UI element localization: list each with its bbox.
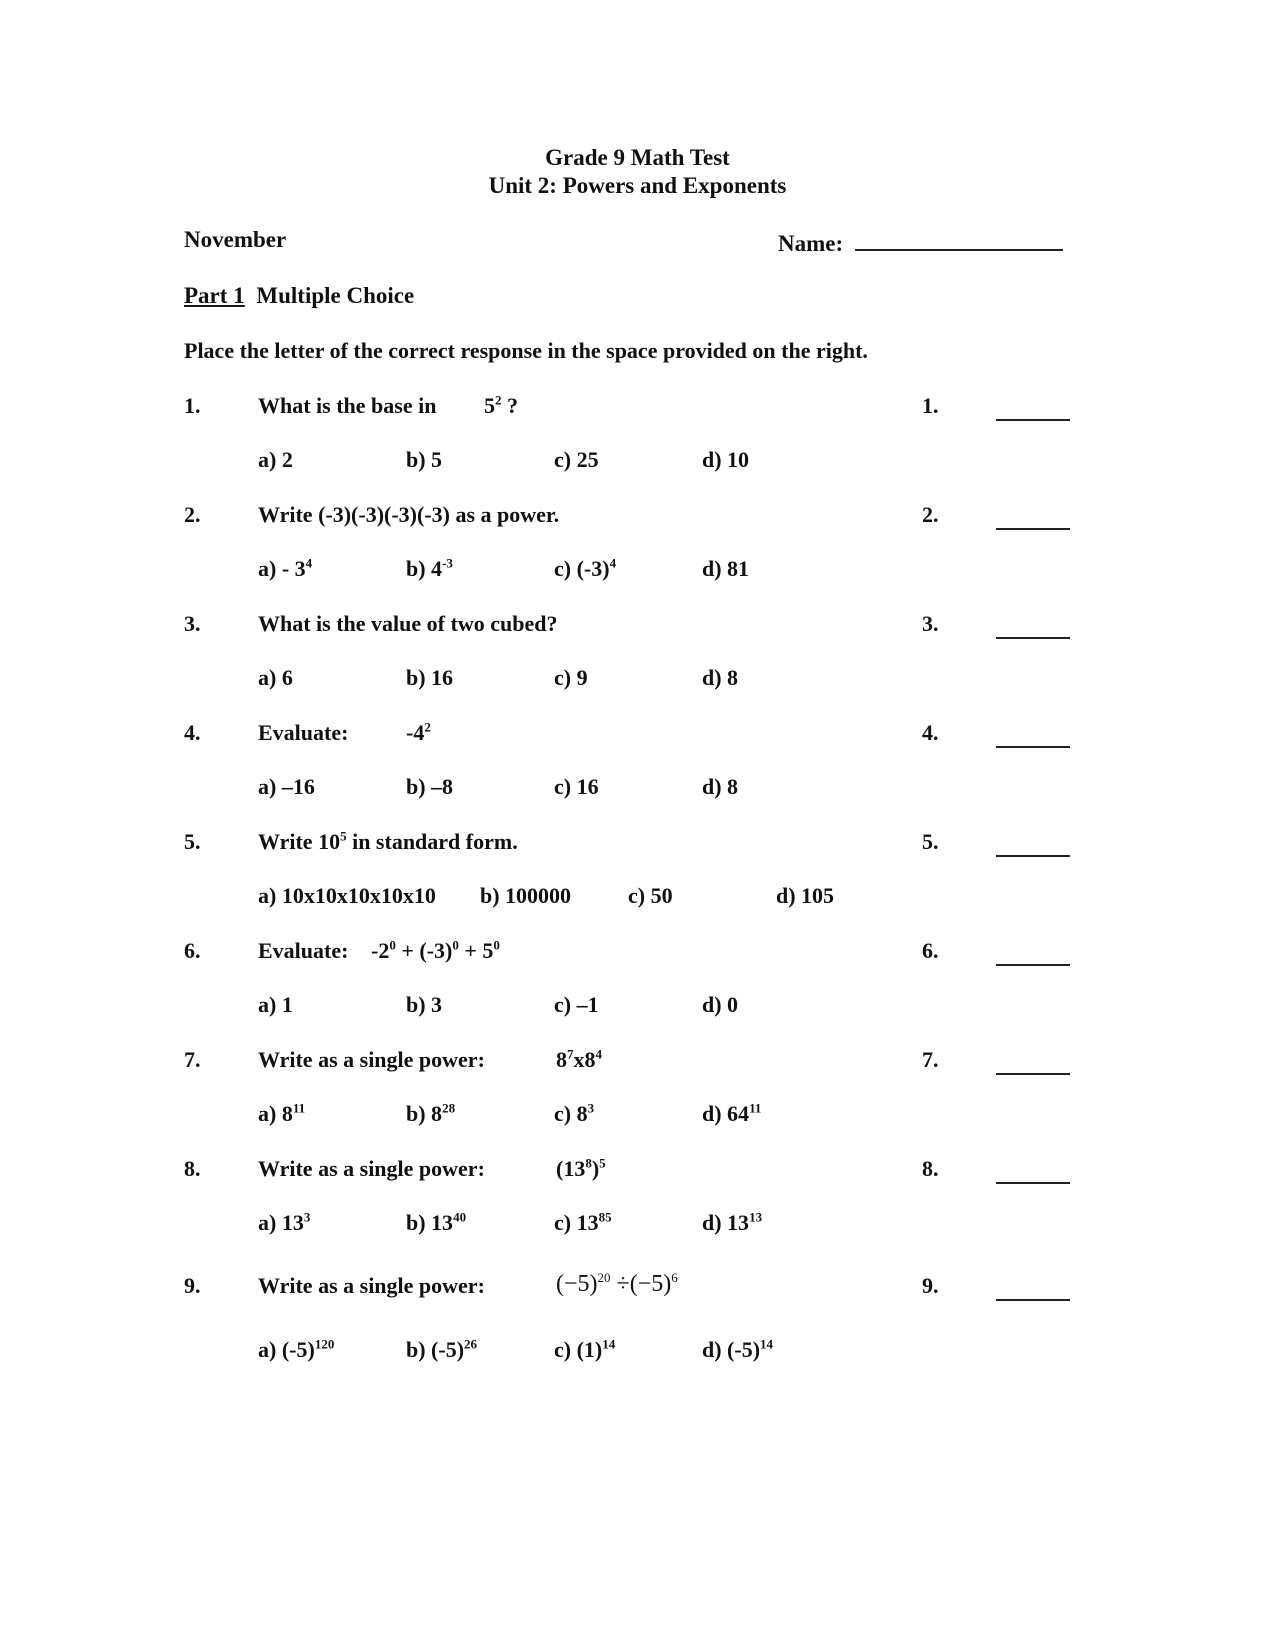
answer-option: [554, 1101, 594, 1127]
expression-exponent: 0: [493, 937, 500, 953]
expression-base: ÷(−5): [610, 1271, 672, 1297]
expression-base: (13: [556, 1156, 586, 1181]
prompt-exponent: 5: [340, 828, 347, 844]
option-base: a) - 3: [258, 556, 306, 581]
answer-blank[interactable]: [996, 1299, 1070, 1301]
option-exponent: 13: [749, 1209, 763, 1225]
expression-exponent: 0: [389, 937, 396, 953]
answer-option: c) –1: [554, 992, 599, 1017]
option-base: b) (-5): [406, 1337, 465, 1362]
option-base: d) 64: [702, 1101, 750, 1126]
option-base: b) 8: [406, 1101, 443, 1126]
option-exponent: 3: [303, 1209, 311, 1225]
question-number: 9.: [184, 1273, 201, 1298]
name-label: Name:: [778, 231, 844, 256]
expression-base: + (-3): [395, 938, 453, 963]
expression-exponent: 8: [585, 1155, 592, 1171]
part-number: Part 1: [184, 283, 245, 308]
question-prompt: [258, 393, 436, 419]
answer-blank[interactable]: [996, 528, 1070, 530]
option-base: d) (-5): [702, 1337, 761, 1362]
expression-exponent: 2: [424, 719, 431, 735]
expression-exponent: 7: [567, 1046, 574, 1062]
question-expression: [484, 393, 518, 419]
answer-option: a) 1: [258, 992, 293, 1017]
answer-option: a) –16: [258, 774, 315, 799]
expression-base: x8: [573, 1047, 596, 1072]
answer-option: [702, 1337, 773, 1363]
answer-number: 2.: [922, 502, 939, 527]
answer-number: 1.: [922, 393, 939, 418]
answer-number: 5.: [922, 829, 939, 854]
question-prompt: [258, 829, 518, 855]
answer-blank[interactable]: [996, 855, 1070, 857]
prompt-text: What is the value of two cubed?: [258, 611, 558, 636]
question-expression: [556, 1156, 606, 1182]
answer-option: d) 0: [702, 992, 739, 1017]
question-number: 2.: [184, 502, 201, 527]
option-exponent: 3: [587, 1100, 595, 1116]
expression-base: (−5): [556, 1271, 598, 1297]
test-subtitle: Unit 2: Powers and Exponents: [488, 173, 787, 198]
question-expression: [371, 938, 500, 964]
answer-option: d) 10: [702, 447, 750, 472]
option-exponent: -3: [442, 555, 453, 571]
answer-option: d) 81: [702, 556, 750, 581]
prompt-text: Evaluate:: [258, 720, 349, 745]
option-exponent: 40: [453, 1209, 467, 1225]
answer-option: [702, 1210, 762, 1236]
prompt-text: Write as a single power:: [258, 1156, 485, 1181]
option-exponent: 85: [598, 1209, 612, 1225]
answer-blank[interactable]: [996, 746, 1070, 748]
option-base: b) 13: [406, 1210, 454, 1235]
test-date: November: [184, 227, 287, 252]
expression-exponent: 0: [452, 937, 459, 953]
answer-option: [406, 1337, 477, 1363]
instructions: Place the letter of the correct response in the space provided on the right.: [184, 338, 868, 363]
option-exponent: 4: [609, 555, 617, 571]
option-exponent: 11: [292, 1100, 306, 1116]
expression-exponent: 20: [597, 1270, 611, 1285]
name-field[interactable]: [855, 227, 1063, 251]
option-exponent: 4: [305, 555, 313, 571]
option-base: a) (-5): [258, 1337, 315, 1362]
question-number: 3.: [184, 611, 201, 636]
answer-option: [258, 556, 312, 582]
option-exponent: 26: [464, 1336, 478, 1352]
question-expression: [556, 1047, 602, 1073]
answer-blank[interactable]: [996, 637, 1070, 639]
answer-option: a) 6: [258, 665, 293, 690]
option-base: a) 13: [258, 1210, 304, 1235]
prompt-text: Write (-3)(-3)(-3)(-3) as a power.: [258, 502, 560, 527]
answer-option: a) 2: [258, 447, 293, 472]
answer-number: 3.: [922, 611, 939, 636]
question-prompt: [258, 1047, 485, 1073]
expression-base: ): [591, 1156, 600, 1181]
answer-option: [406, 1210, 466, 1236]
question-number: 4.: [184, 720, 201, 745]
part-heading: [184, 283, 414, 309]
option-base: d) 13: [702, 1210, 750, 1235]
answer-option: a) 10x10x10x10x10: [258, 883, 436, 908]
answer-option: [258, 1337, 334, 1363]
question-prompt: [258, 1273, 485, 1299]
expression-exponent: 4: [595, 1046, 602, 1062]
expression-exponent: 5: [599, 1155, 606, 1171]
test-title: Grade 9 Math Test: [545, 145, 730, 170]
prompt-text: Write as a single power:: [258, 1273, 485, 1298]
answer-option: d) 8: [702, 665, 739, 690]
answer-option: b) 5: [406, 447, 443, 472]
answer-option: b) 16: [406, 665, 454, 690]
question-prompt: [258, 1156, 485, 1182]
prompt-text: Write as a single power:: [258, 1047, 485, 1072]
answer-option: c) 16: [554, 774, 599, 799]
answer-option: [702, 1101, 761, 1127]
option-exponent: 11: [749, 1100, 762, 1116]
prompt-text: Write 10: [258, 829, 341, 854]
question-prompt: [258, 720, 348, 746]
prompt-text: What is the base in: [258, 393, 437, 418]
answer-option: c) 25: [554, 447, 599, 472]
expression-base: -2: [371, 938, 390, 963]
question-expression: [406, 720, 431, 746]
question-expression: [556, 1271, 678, 1298]
answer-blank[interactable]: [996, 1073, 1070, 1075]
answer-option: [406, 1101, 455, 1127]
answer-option: d) 105: [776, 883, 835, 908]
question-number: 7.: [184, 1047, 201, 1072]
answer-blank[interactable]: [996, 419, 1070, 421]
expression-exponent: 2: [495, 392, 502, 408]
expression-base: + 5: [458, 938, 494, 963]
part-title: Multiple Choice: [256, 283, 415, 308]
option-exponent: 120: [314, 1336, 335, 1352]
name-row: [778, 227, 1063, 257]
expression-base: 5: [484, 393, 495, 418]
answer-blank[interactable]: [996, 1182, 1070, 1184]
question-number: 1.: [184, 393, 201, 418]
expression-base: 8: [556, 1047, 567, 1072]
answer-option: b) 100000: [480, 883, 572, 908]
answer-option: b) –8: [406, 774, 454, 799]
option-base: a) 8: [258, 1101, 293, 1126]
expression-exponent: 6: [671, 1270, 678, 1285]
answer-number: 9.: [922, 1273, 939, 1298]
prompt-text: in standard form.: [346, 829, 518, 854]
question-number: 8.: [184, 1156, 201, 1181]
answer-option: d) 8: [702, 774, 739, 799]
expression-base: -4: [406, 720, 425, 745]
prompt-text: Evaluate:: [258, 938, 349, 963]
answer-option: c) 50: [628, 883, 673, 908]
option-base: c) 8: [554, 1101, 588, 1126]
answer-option: [258, 1210, 310, 1236]
question-prompt: [258, 502, 559, 528]
option-base: c) (1): [554, 1337, 603, 1362]
option-exponent: 14: [602, 1336, 616, 1352]
option-base: b) 4: [406, 556, 443, 581]
expression-tail: ?: [501, 393, 518, 418]
answer-option: [258, 1101, 305, 1127]
question-prompt: [258, 611, 557, 637]
option-base: c) (-3): [554, 556, 610, 581]
answer-option: [554, 556, 616, 582]
answer-number: 8.: [922, 1156, 939, 1181]
answer-option: b) 3: [406, 992, 443, 1017]
answer-option: [554, 1210, 612, 1236]
answer-option: [554, 1337, 615, 1363]
option-exponent: 28: [442, 1100, 456, 1116]
answer-number: 6.: [922, 938, 939, 963]
question-number: 5.: [184, 829, 201, 854]
answer-blank[interactable]: [996, 964, 1070, 966]
question-number: 6.: [184, 938, 201, 963]
answer-option: c) 9: [554, 665, 588, 690]
answer-number: 4.: [922, 720, 939, 745]
answer-number: 7.: [922, 1047, 939, 1072]
option-exponent: 14: [760, 1336, 774, 1352]
question-prompt: [258, 938, 348, 964]
answer-option: [406, 556, 453, 582]
option-base: c) 13: [554, 1210, 599, 1235]
